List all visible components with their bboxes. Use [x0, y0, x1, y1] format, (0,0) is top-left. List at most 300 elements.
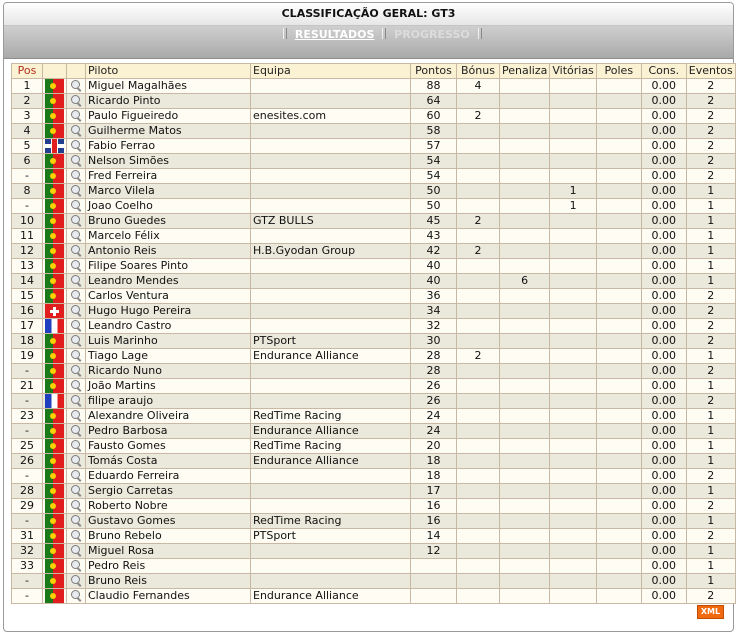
cell-pontos: 88 — [411, 79, 457, 94]
cell-details[interactable] — [67, 244, 86, 259]
cell-details[interactable] — [67, 499, 86, 514]
cell-piloto: Miguel Magalhães — [86, 79, 251, 94]
cell-piloto: Tomás Costa — [86, 454, 251, 469]
magnifier-icon[interactable] — [69, 79, 83, 93]
cell-piloto: Hugo Hugo Pereira — [86, 304, 251, 319]
table-row — [12, 454, 736, 469]
flag-pt-icon — [45, 169, 64, 183]
column-header-vitorias[interactable]: Vitórias — [550, 64, 596, 79]
column-header-piloto[interactable]: Piloto — [86, 64, 251, 79]
cell-poles — [596, 334, 641, 349]
cell-penaliza — [500, 214, 550, 229]
table-row — [12, 529, 736, 544]
cell-details[interactable] — [67, 469, 86, 484]
cell-equipa — [251, 79, 411, 94]
cell-vitorias — [550, 574, 596, 589]
magnifier-icon[interactable] — [69, 484, 83, 498]
magnifier-icon[interactable] — [69, 304, 83, 318]
table-row — [12, 184, 736, 199]
cell-details[interactable] — [67, 409, 86, 424]
table-row — [12, 214, 736, 229]
cell-cons: 0.00 — [641, 529, 686, 544]
cell-flag — [43, 379, 67, 394]
cell-poles — [596, 499, 641, 514]
cell-details[interactable] — [67, 109, 86, 124]
cell-vitorias — [550, 289, 596, 304]
cell-flag — [43, 274, 67, 289]
magnifier-icon[interactable] — [69, 574, 83, 588]
table-row — [12, 124, 736, 139]
cell-piloto: Leandro Castro — [86, 319, 251, 334]
flag-pt-icon — [45, 364, 64, 378]
tab-resultados[interactable]: RESULTADOS — [294, 28, 375, 41]
cell-vitorias — [550, 274, 596, 289]
flag-pt-icon — [45, 94, 64, 108]
cell-flag — [43, 304, 67, 319]
magnifier-icon[interactable] — [69, 259, 83, 273]
cell-flag — [43, 109, 67, 124]
cell-penaliza — [500, 379, 550, 394]
cell-flag — [43, 394, 67, 409]
cell-poles — [596, 259, 641, 274]
cell-pontos: 54 — [411, 154, 457, 169]
cell-poles — [596, 394, 641, 409]
magnifier-icon[interactable] — [69, 394, 83, 408]
cell-bonus — [457, 364, 500, 379]
table-row — [12, 364, 736, 379]
flag-pt-icon — [45, 154, 64, 168]
cell-details[interactable] — [67, 124, 86, 139]
table-row — [12, 169, 736, 184]
cell-pos: 11 — [12, 229, 43, 244]
cell-vitorias — [550, 394, 596, 409]
cell-details[interactable] — [67, 394, 86, 409]
flag-pt-icon — [45, 199, 64, 213]
cell-piloto: Bruno Reis — [86, 574, 251, 589]
cell-bonus — [457, 274, 500, 289]
cell-equipa: RedTime Racing — [251, 439, 411, 454]
cell-equipa: Endurance Alliance — [251, 349, 411, 364]
flag-fr-icon — [45, 394, 64, 408]
cell-vitorias — [550, 559, 596, 574]
cell-poles — [596, 79, 641, 94]
flag-pt-icon — [45, 544, 64, 558]
cell-details[interactable] — [67, 544, 86, 559]
cell-pontos: 34 — [411, 304, 457, 319]
cell-eventos: 2 — [686, 79, 735, 94]
cell-cons: 0.00 — [641, 199, 686, 214]
flag-pt-icon — [45, 409, 64, 423]
cell-bonus — [457, 544, 500, 559]
xml-export-button[interactable]: XML — [697, 605, 724, 619]
cell-eventos: 1 — [686, 379, 735, 394]
magnifier-icon[interactable] — [69, 169, 83, 183]
cell-details[interactable] — [67, 229, 86, 244]
cell-pos: 2 — [12, 94, 43, 109]
cell-flag — [43, 214, 67, 229]
cell-equipa: PTSport — [251, 334, 411, 349]
cell-equipa — [251, 484, 411, 499]
cell-details[interactable] — [67, 349, 86, 364]
cell-eventos: 1 — [686, 244, 735, 259]
magnifier-icon[interactable] — [69, 364, 83, 378]
cell-pontos: 40 — [411, 274, 457, 289]
cell-vitorias — [550, 379, 596, 394]
cell-penaliza — [500, 439, 550, 454]
cell-poles — [596, 469, 641, 484]
cell-vitorias: 1 — [550, 199, 596, 214]
cell-cons: 0.00 — [641, 559, 686, 574]
cell-pontos: 16 — [411, 514, 457, 529]
cell-cons: 0.00 — [641, 409, 686, 424]
flag-pt-icon — [45, 334, 64, 348]
cell-details[interactable] — [67, 304, 86, 319]
cell-bonus — [457, 154, 500, 169]
cell-vitorias — [550, 544, 596, 559]
column-header-pos[interactable]: Pos — [12, 64, 43, 79]
cell-penaliza — [500, 124, 550, 139]
cell-poles — [596, 139, 641, 154]
cell-flag — [43, 424, 67, 439]
cell-pontos: 54 — [411, 169, 457, 184]
cell-eventos: 1 — [686, 259, 735, 274]
flag-pt-icon — [45, 349, 64, 363]
cell-details[interactable] — [67, 379, 86, 394]
column-header-poles[interactable]: Poles — [596, 64, 641, 79]
cell-eventos: 2 — [686, 469, 735, 484]
tab-progresso[interactable]: PROGRESSO — [394, 28, 470, 41]
cell-vitorias — [550, 304, 596, 319]
table-row — [12, 394, 736, 409]
cell-cons: 0.00 — [641, 184, 686, 199]
magnifier-icon[interactable] — [69, 499, 83, 513]
magnifier-icon[interactable] — [69, 184, 83, 198]
magnifier-icon[interactable] — [69, 154, 83, 168]
cell-eventos: 2 — [686, 94, 735, 109]
cell-poles — [596, 169, 641, 184]
cell-vitorias — [550, 169, 596, 184]
flag-pt-icon — [45, 514, 64, 528]
cell-poles — [596, 424, 641, 439]
cell-details[interactable] — [67, 154, 86, 169]
magnifier-icon[interactable] — [69, 469, 83, 483]
cell-bonus — [457, 394, 500, 409]
cell-details[interactable] — [67, 559, 86, 574]
cell-cons: 0.00 — [641, 244, 686, 259]
cell-details[interactable] — [67, 199, 86, 214]
magnifier-icon[interactable] — [69, 559, 83, 573]
cell-penaliza — [500, 304, 550, 319]
cell-penaliza — [500, 184, 550, 199]
cell-pontos: 18 — [411, 469, 457, 484]
magnifier-icon[interactable] — [69, 514, 83, 528]
cell-vitorias — [550, 349, 596, 364]
cell-equipa — [251, 169, 411, 184]
cell-eventos: 1 — [686, 214, 735, 229]
magnifier-icon[interactable] — [69, 409, 83, 423]
magnifier-icon[interactable] — [69, 439, 83, 453]
cell-flag — [43, 169, 67, 184]
cell-poles — [596, 349, 641, 364]
cell-pos: - — [12, 469, 43, 484]
cell-cons: 0.00 — [641, 229, 686, 244]
magnifier-icon[interactable] — [69, 334, 83, 348]
cell-poles — [596, 454, 641, 469]
cell-flag — [43, 559, 67, 574]
cell-flag — [43, 244, 67, 259]
cell-details[interactable] — [67, 184, 86, 199]
cell-cons: 0.00 — [641, 454, 686, 469]
cell-piloto: Pedro Barbosa — [86, 424, 251, 439]
cell-poles — [596, 529, 641, 544]
cell-penaliza — [500, 229, 550, 244]
cell-flag — [43, 184, 67, 199]
column-header-eventos[interactable]: Eventos — [686, 64, 735, 79]
cell-details[interactable] — [67, 289, 86, 304]
cell-bonus — [457, 439, 500, 454]
cell-details[interactable] — [67, 439, 86, 454]
cell-bonus — [457, 469, 500, 484]
cell-piloto: Tiago Lage — [86, 349, 251, 364]
cell-penaliza — [500, 334, 550, 349]
cell-penaliza — [500, 109, 550, 124]
cell-pontos: 16 — [411, 499, 457, 514]
table-row — [12, 559, 736, 574]
cell-eventos: 1 — [686, 184, 735, 199]
column-header-cons[interactable]: Cons. — [641, 64, 686, 79]
magnifier-icon[interactable] — [69, 289, 83, 303]
cell-details[interactable] — [67, 259, 86, 274]
cell-penaliza — [500, 529, 550, 544]
page-title: CLASSIFICAÇÃO GERAL: GT3 — [4, 3, 733, 26]
cell-eventos: 2 — [686, 334, 735, 349]
magnifier-icon[interactable] — [69, 124, 83, 138]
cell-bonus — [457, 289, 500, 304]
magnifier-icon[interactable] — [69, 529, 83, 543]
cell-pos: - — [12, 199, 43, 214]
cell-pontos: 14 — [411, 529, 457, 544]
cell-pontos — [411, 574, 457, 589]
column-header-bonus[interactable]: Bónus — [457, 64, 500, 79]
cell-flag — [43, 139, 67, 154]
flag-pt-icon — [45, 244, 64, 258]
cell-bonus — [457, 304, 500, 319]
cell-details[interactable] — [67, 529, 86, 544]
cell-equipa: H.B.Gyodan Group — [251, 244, 411, 259]
cell-pos: 19 — [12, 349, 43, 364]
cell-penaliza — [500, 169, 550, 184]
cell-details[interactable] — [67, 274, 86, 289]
magnifier-icon[interactable] — [69, 349, 83, 363]
magnifier-icon[interactable] — [69, 229, 83, 243]
cell-pos: - — [12, 169, 43, 184]
flag-pt-icon — [45, 259, 64, 273]
cell-pontos: 40 — [411, 259, 457, 274]
table-row — [12, 499, 736, 514]
magnifier-icon[interactable] — [69, 199, 83, 213]
magnifier-icon[interactable] — [69, 589, 83, 603]
magnifier-icon[interactable] — [69, 454, 83, 468]
cell-equipa — [251, 394, 411, 409]
magnifier-icon[interactable] — [69, 109, 83, 123]
cell-details[interactable] — [67, 79, 86, 94]
cell-vitorias — [550, 139, 596, 154]
column-header-pontos[interactable]: Pontos — [411, 64, 457, 79]
magnifier-icon[interactable] — [69, 274, 83, 288]
cell-cons: 0.00 — [641, 154, 686, 169]
cell-details[interactable] — [67, 424, 86, 439]
cell-eventos: 2 — [686, 319, 735, 334]
cell-cons: 0.00 — [641, 214, 686, 229]
cell-pontos: 30 — [411, 334, 457, 349]
table-row — [12, 154, 736, 169]
cell-equipa — [251, 259, 411, 274]
cell-pos: 8 — [12, 184, 43, 199]
table-row — [12, 424, 736, 439]
cell-piloto: filipe araujo — [86, 394, 251, 409]
cell-pontos: 32 — [411, 319, 457, 334]
cell-bonus — [457, 139, 500, 154]
cell-flag — [43, 589, 67, 604]
cell-pos: 25 — [12, 439, 43, 454]
column-header-equipa[interactable]: Equipa — [251, 64, 411, 79]
cell-flag — [43, 514, 67, 529]
cell-details[interactable] — [67, 574, 86, 589]
cell-details[interactable] — [67, 94, 86, 109]
flag-gb-icon — [45, 139, 64, 153]
cell-pos: 17 — [12, 319, 43, 334]
magnifier-icon[interactable] — [69, 244, 83, 258]
cell-poles — [596, 199, 641, 214]
cell-equipa — [251, 574, 411, 589]
cell-equipa: Endurance Alliance — [251, 454, 411, 469]
cell-piloto: Roberto Nobre — [86, 499, 251, 514]
cell-piloto: Luis Marinho — [86, 334, 251, 349]
cell-eventos: 2 — [686, 499, 735, 514]
cell-details[interactable] — [67, 319, 86, 334]
cell-flag — [43, 574, 67, 589]
cell-penaliza — [500, 544, 550, 559]
cell-piloto: Eduardo Ferreira — [86, 469, 251, 484]
cell-penaliza — [500, 589, 550, 604]
cell-pontos: 26 — [411, 379, 457, 394]
cell-pos: - — [12, 424, 43, 439]
magnifier-icon[interactable] — [69, 214, 83, 228]
cell-vitorias — [550, 229, 596, 244]
cell-penaliza — [500, 154, 550, 169]
table-row — [12, 259, 736, 274]
cell-equipa: enesites.com — [251, 109, 411, 124]
cell-pos: - — [12, 394, 43, 409]
cell-pos: 33 — [12, 559, 43, 574]
column-header-penaliza[interactable]: Penaliza — [500, 64, 550, 79]
cell-piloto: Filipe Soares Pinto — [86, 259, 251, 274]
cell-vitorias — [550, 454, 596, 469]
cell-details[interactable] — [67, 334, 86, 349]
flag-fr-icon — [45, 319, 64, 333]
cell-vitorias — [550, 484, 596, 499]
cell-pos: - — [12, 364, 43, 379]
cell-eventos: 1 — [686, 424, 735, 439]
cell-details[interactable] — [67, 169, 86, 184]
cell-pos: - — [12, 589, 43, 604]
tab-bar — [4, 26, 733, 59]
table-row — [12, 229, 736, 244]
cell-pos: - — [12, 514, 43, 529]
cell-eventos: 1 — [686, 409, 735, 424]
cell-penaliza — [500, 424, 550, 439]
cell-poles — [596, 214, 641, 229]
cell-details[interactable] — [67, 454, 86, 469]
cell-pontos: 57 — [411, 139, 457, 154]
cell-vitorias — [550, 79, 596, 94]
cell-cons: 0.00 — [641, 439, 686, 454]
cell-equipa — [251, 94, 411, 109]
cell-flag — [43, 79, 67, 94]
cell-piloto: Sergio Carretas — [86, 484, 251, 499]
cell-pos: - — [12, 574, 43, 589]
cell-details[interactable] — [67, 484, 86, 499]
cell-piloto: Fred Ferreira — [86, 169, 251, 184]
magnifier-icon[interactable] — [69, 544, 83, 558]
table-row — [12, 439, 736, 454]
cell-flag — [43, 259, 67, 274]
cell-piloto: Nelson Simões — [86, 154, 251, 169]
magnifier-icon[interactable] — [69, 94, 83, 108]
cell-details[interactable] — [67, 364, 86, 379]
cell-bonus: 2 — [457, 349, 500, 364]
cell-pontos: 12 — [411, 544, 457, 559]
magnifier-icon[interactable] — [69, 139, 83, 153]
cell-pontos: 50 — [411, 199, 457, 214]
cell-poles — [596, 574, 641, 589]
magnifier-icon[interactable] — [69, 424, 83, 438]
cell-penaliza — [500, 139, 550, 154]
magnifier-icon[interactable] — [69, 319, 83, 333]
cell-details[interactable] — [67, 214, 86, 229]
cell-piloto: Leandro Mendes — [86, 274, 251, 289]
cell-equipa — [251, 559, 411, 574]
cell-flag — [43, 529, 67, 544]
cell-bonus — [457, 454, 500, 469]
flag-pt-icon — [45, 214, 64, 228]
table-row — [12, 109, 736, 124]
cell-equipa — [251, 184, 411, 199]
cell-pos: 26 — [12, 454, 43, 469]
cell-details[interactable] — [67, 139, 86, 154]
cell-bonus — [457, 169, 500, 184]
table-row — [12, 79, 736, 94]
cell-details[interactable] — [67, 589, 86, 604]
cell-pos: 31 — [12, 529, 43, 544]
magnifier-icon[interactable] — [69, 379, 83, 393]
flag-pt-icon — [45, 589, 64, 603]
cell-poles — [596, 184, 641, 199]
tab-separator — [382, 28, 386, 39]
cell-poles — [596, 124, 641, 139]
tab-separator — [478, 28, 482, 39]
cell-piloto: Paulo Figueiredo — [86, 109, 251, 124]
cell-piloto: Marcelo Félix — [86, 229, 251, 244]
cell-flag — [43, 349, 67, 364]
cell-vitorias — [550, 154, 596, 169]
cell-penaliza — [500, 394, 550, 409]
table-row — [12, 544, 736, 559]
cell-eventos: 1 — [686, 544, 735, 559]
cell-details[interactable] — [67, 514, 86, 529]
cell-piloto: Joao Coelho — [86, 199, 251, 214]
cell-piloto: Marco Vilela — [86, 184, 251, 199]
